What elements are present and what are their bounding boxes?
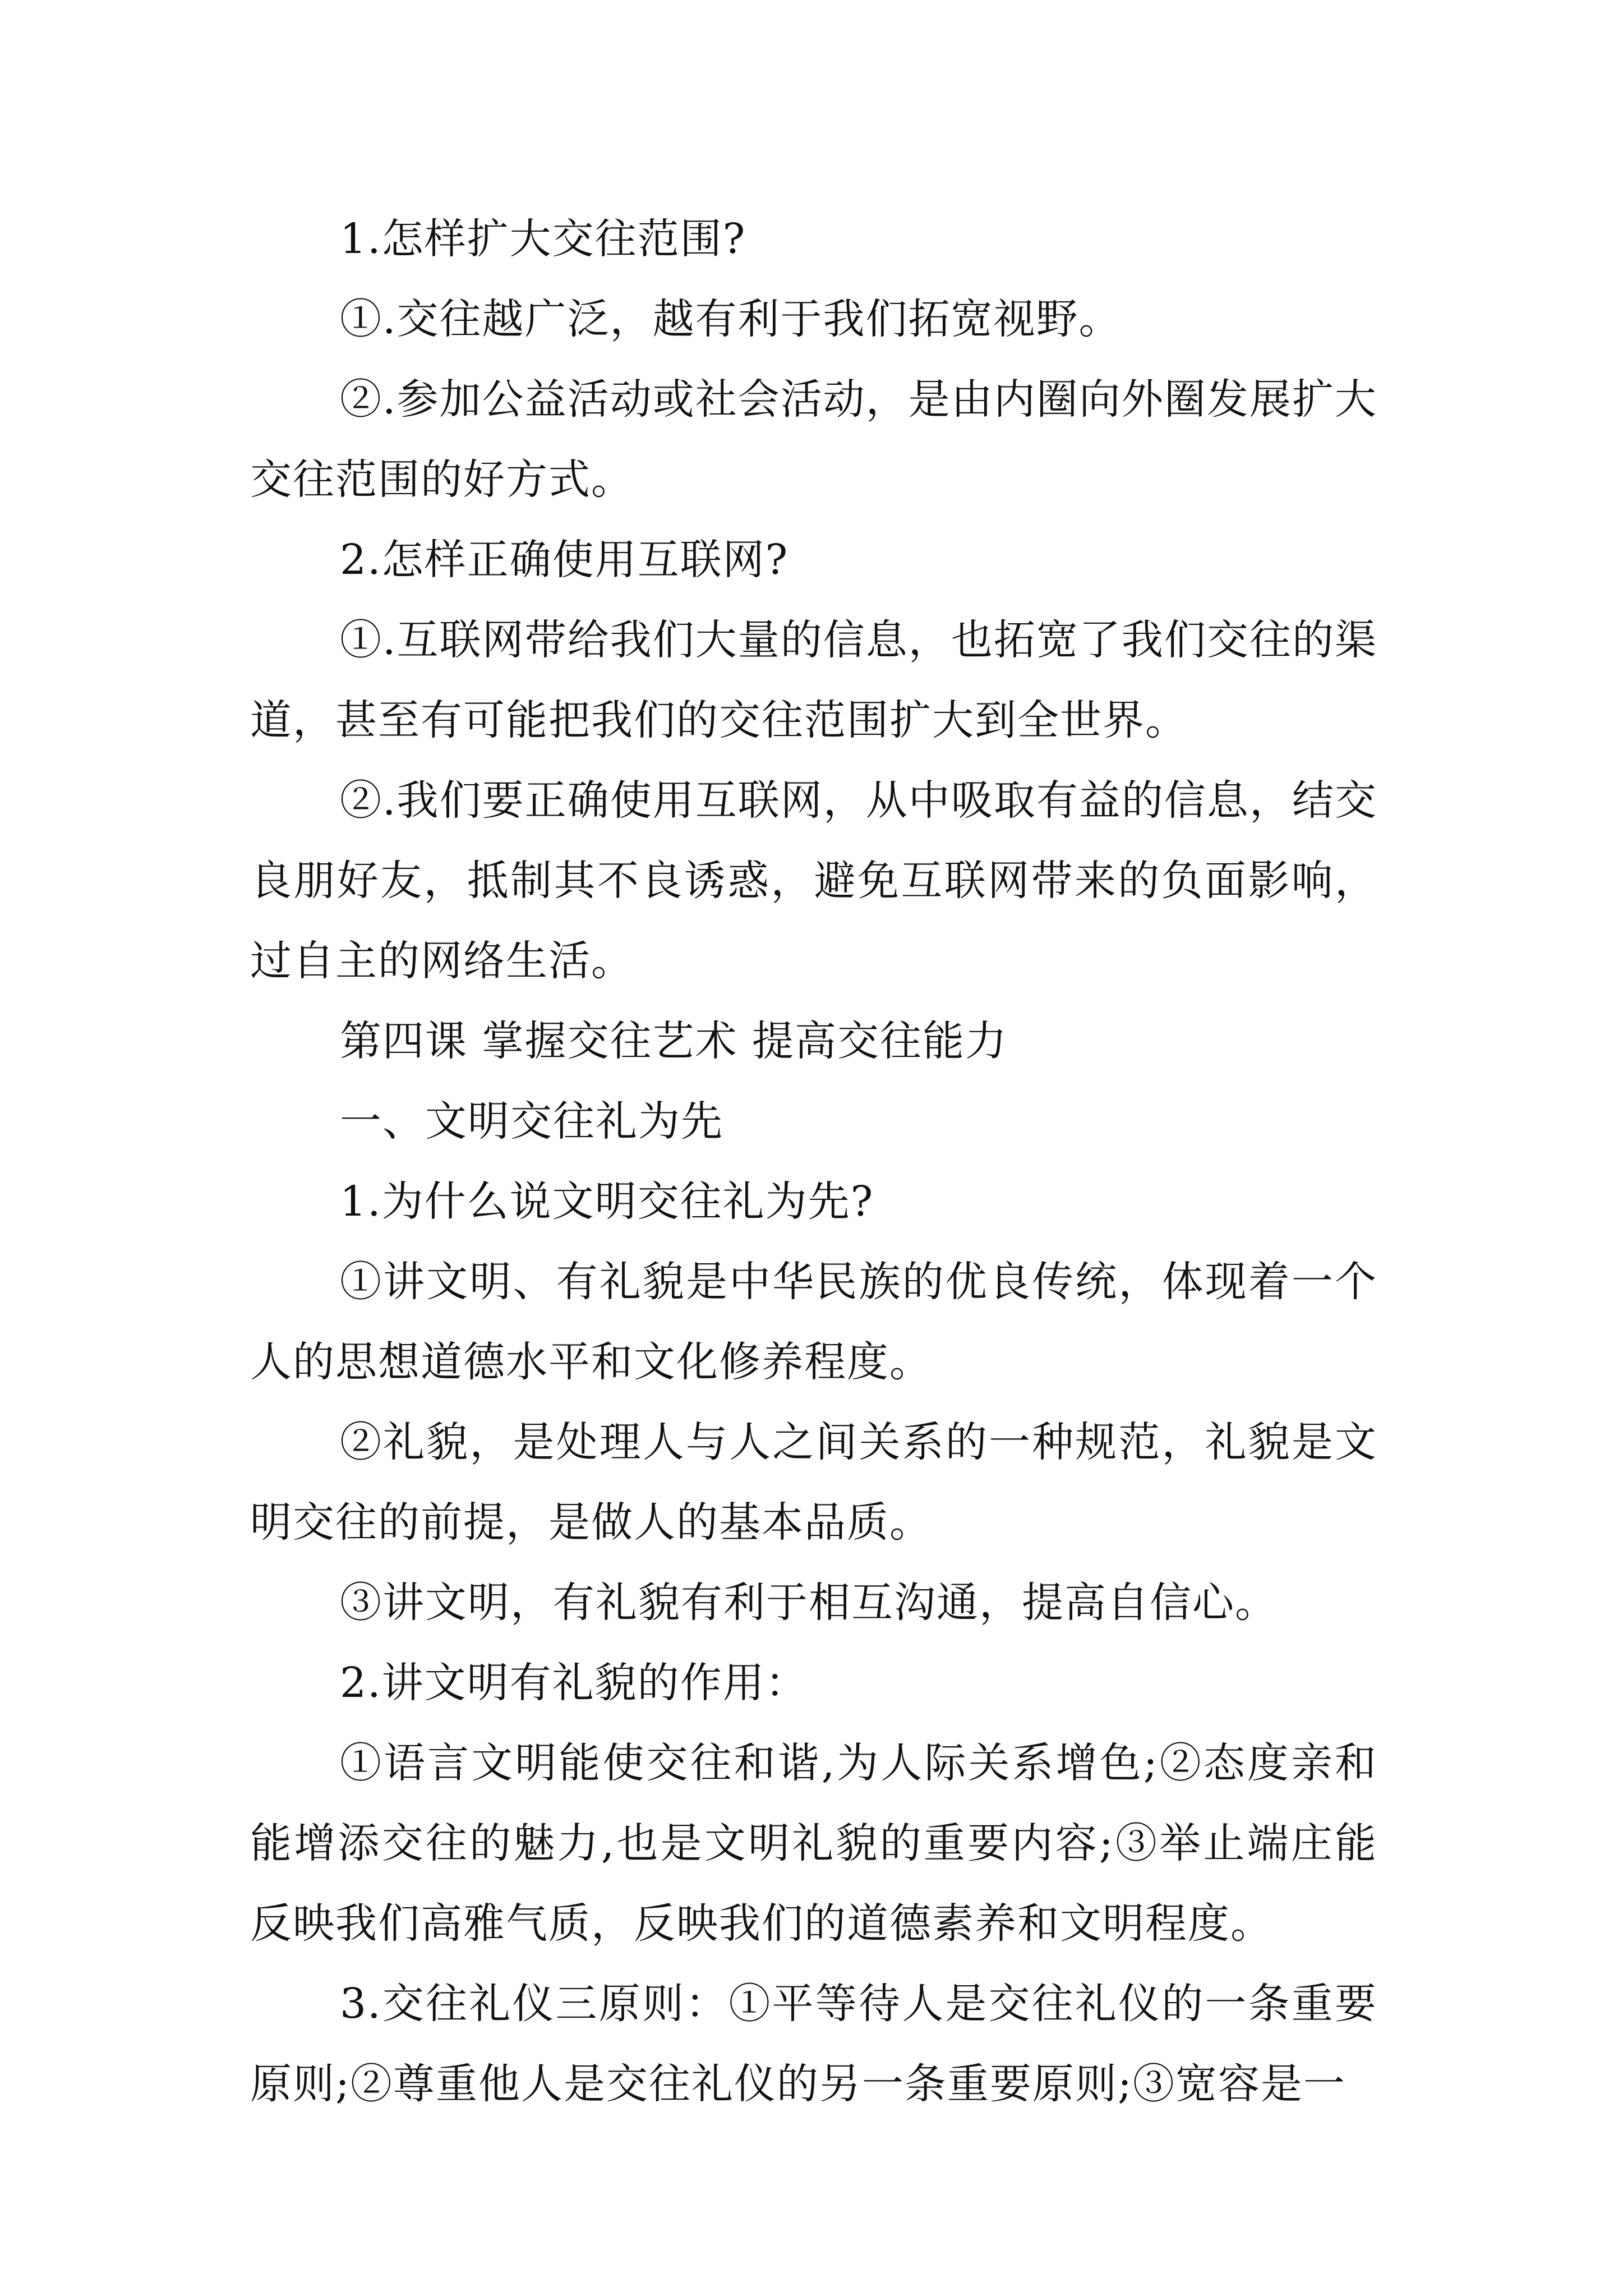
paragraph: ②礼貌，是处理人与人之间关系的一种规范，礼貌是文明交往的前提，是做人的基本品质。 — [250, 1418, 1377, 1547]
paragraph: ①.交往越广泛，越有利于我们拓宽视野。 — [340, 295, 1122, 343]
paragraph: 2.讲文明有礼貌的作用： — [340, 1659, 808, 1707]
paragraph: ①语言文明能使交往和谐,为人际关系增色;②态度亲和能增添交往的魅力,也是文明礼貌的重要内容;③举止端庄能反映我们高雅气质，反映我们的道德素养和文明程度。 — [250, 1739, 1377, 1948]
paragraph: ①讲文明、有礼貌是中华民族的优良传统，体现着一个人的思想道德水平和文化修养程度。 — [250, 1258, 1377, 1386]
paragraph: 3.交往礼仪三原则：①平等待人是交往礼仪的一条重要原则;②尊重他人是交往礼仪的另一条重要原则;③宽容是一 — [250, 1980, 1377, 2108]
paragraph: ②.参加公益活动或社会活动，是由内圈向外圈发展扩大交往范围的好方式。 — [250, 375, 1377, 504]
document-body — [250, 199, 1377, 2124]
paragraph: ②.我们要正确使用互联网，从中吸取有益的信息，结交良朋好友，抵制其不良诱惑，避免互联网带来的负面影响，过自主的网络生活。 — [250, 776, 1377, 985]
paragraph: ①.互联网带给我们大量的信息，也拓宽了我们交往的渠道，甚至有可能把我们的交往范围扩大到全世界。 — [250, 616, 1377, 744]
paragraph: 1.怎样扩大交往范围? — [340, 215, 746, 263]
paragraph: 1.为什么说文明交往礼为先? — [340, 1177, 874, 1226]
section-heading: 一、文明交往礼为先 — [340, 1097, 723, 1145]
paragraph: 2.怎样正确使用互联网? — [340, 536, 789, 584]
paragraph: ③讲文明，有礼貌有利于相互沟通，提高自信心。 — [340, 1579, 1278, 1627]
lesson-heading: 第四课 掌握交往艺术 提高交往能力 — [340, 1017, 1008, 1065]
